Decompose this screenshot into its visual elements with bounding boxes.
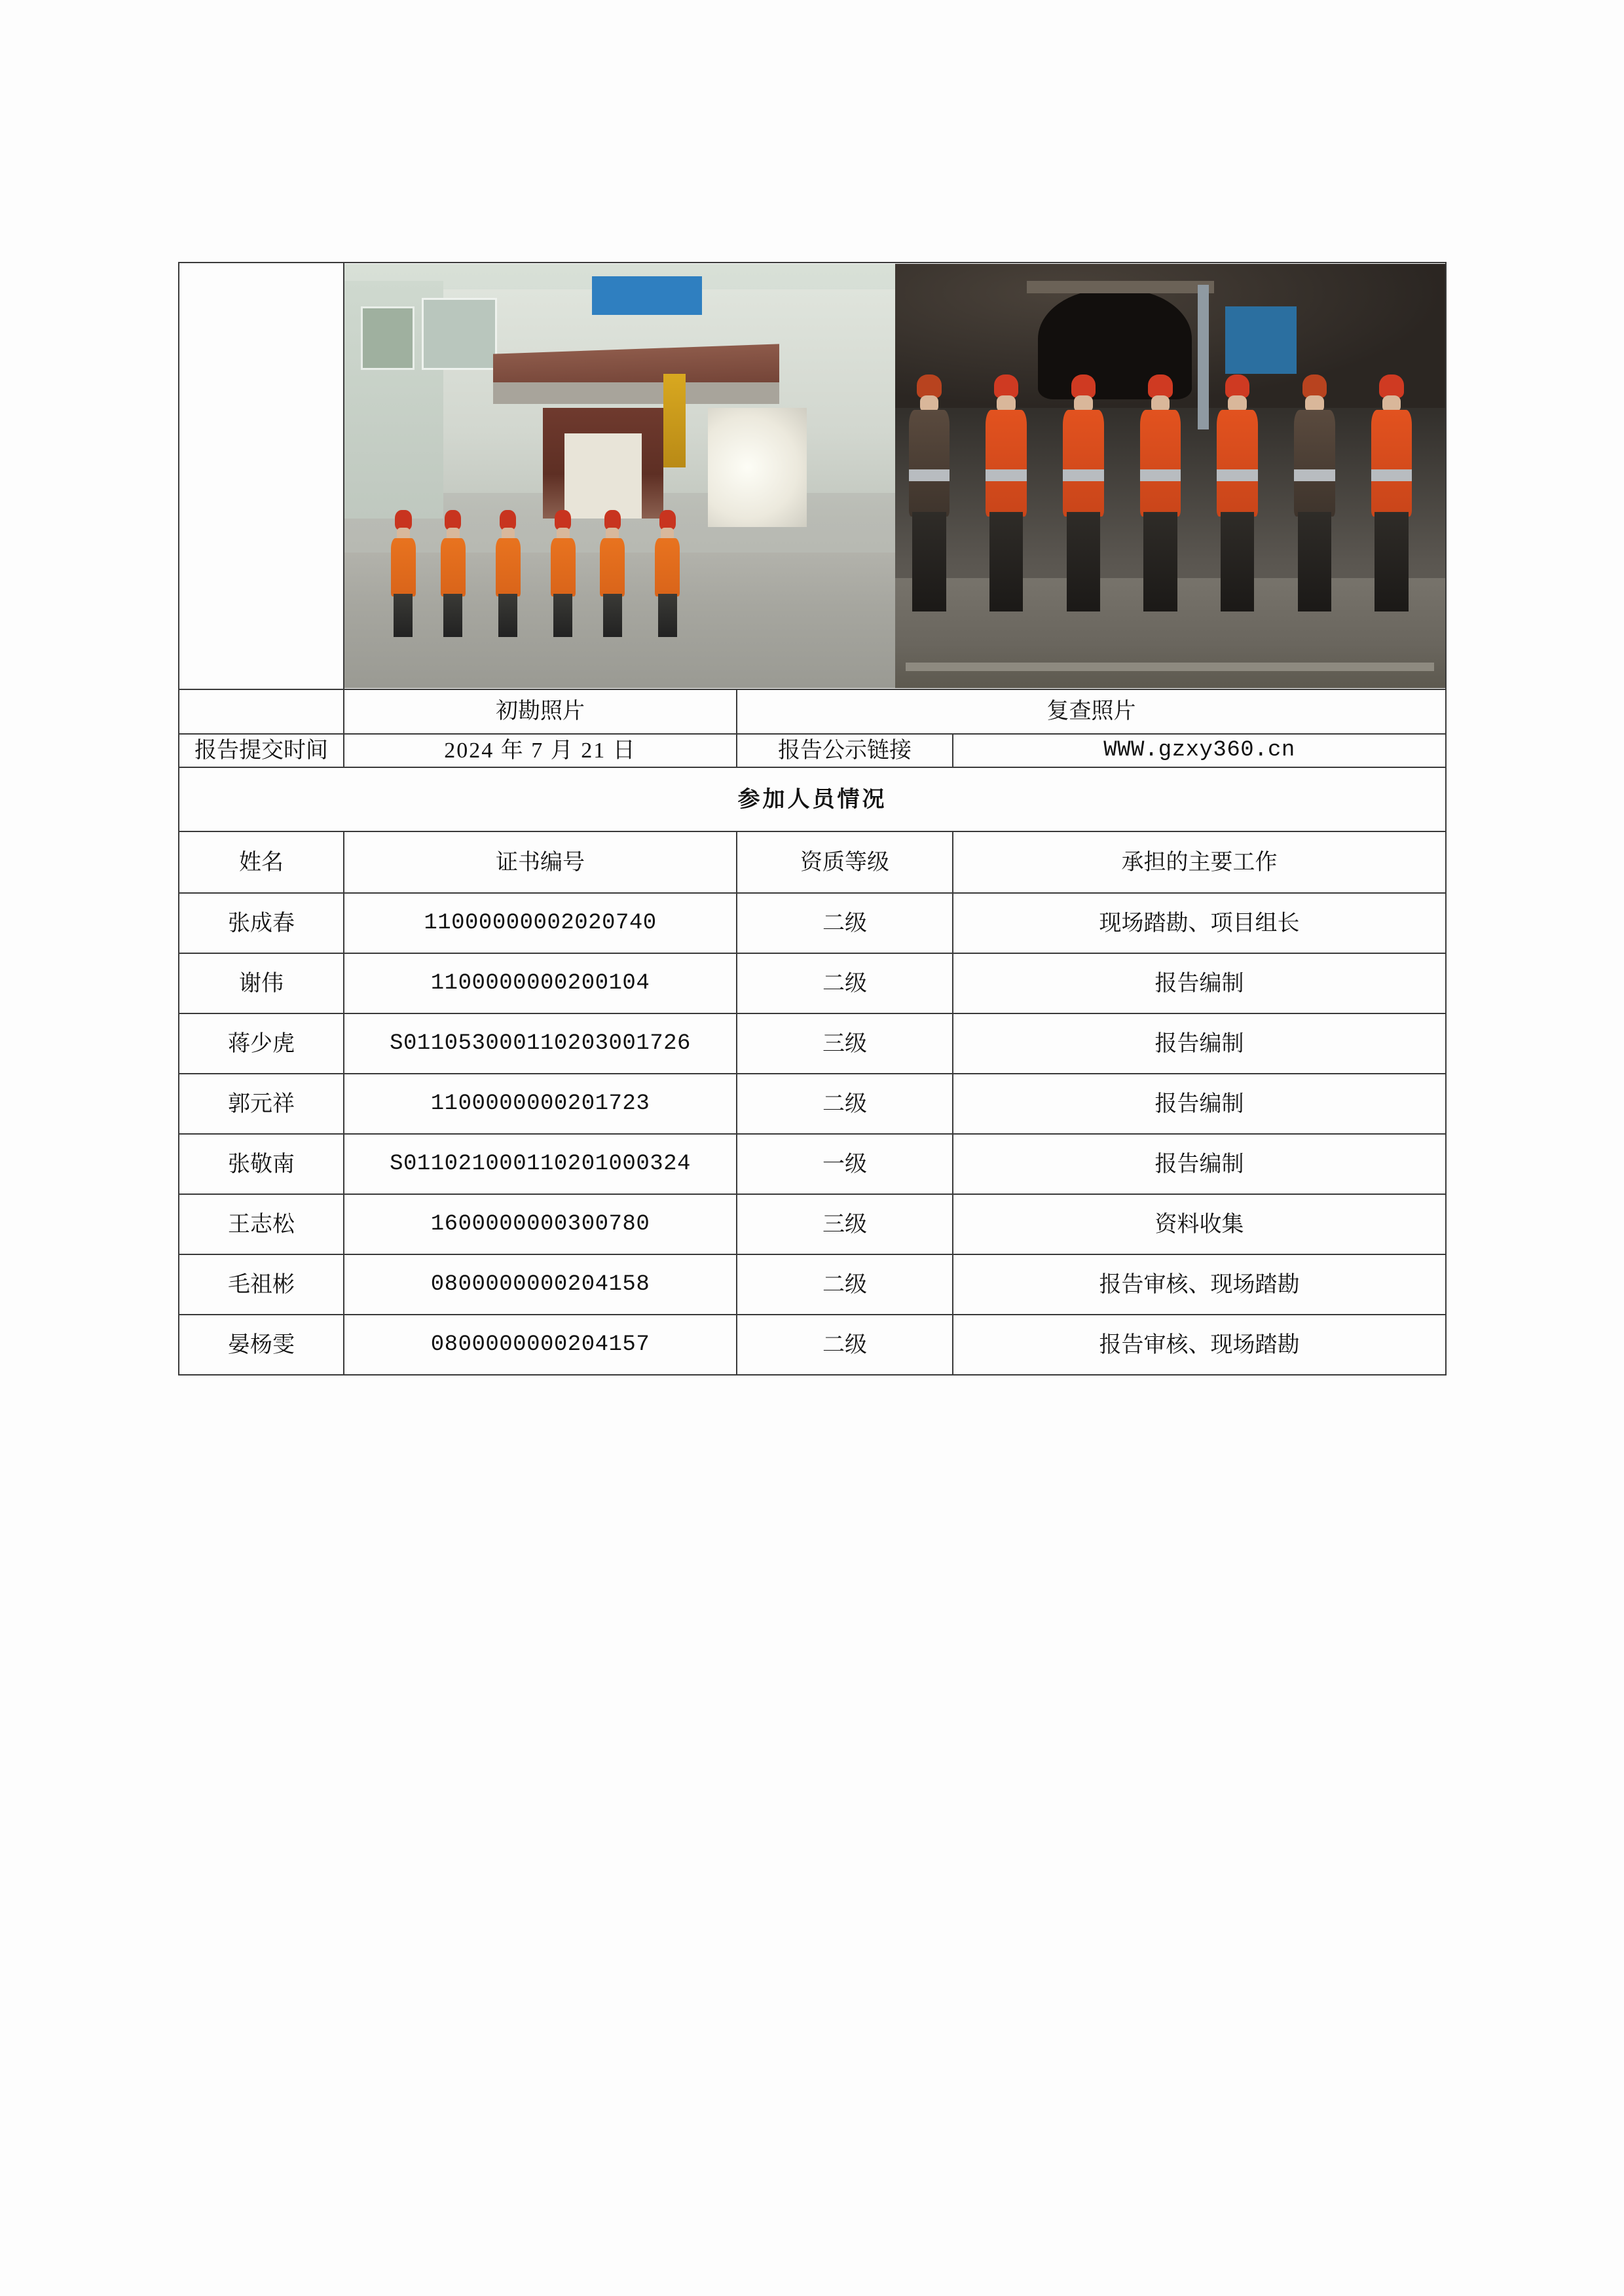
cell-level: 三级 bbox=[737, 1194, 953, 1254]
cell-cert: 11000000002020740 bbox=[344, 893, 737, 953]
table-row bbox=[179, 1315, 1446, 1375]
table-header-row bbox=[179, 831, 1446, 893]
caption-row-label-cell bbox=[179, 689, 344, 734]
caption-initial-survey: 初勘照片 bbox=[344, 689, 737, 734]
table-row bbox=[179, 953, 1446, 1013]
section-title-row bbox=[179, 767, 1446, 831]
cell-name: 蒋少虎 bbox=[179, 1013, 344, 1074]
header-level: 资质等级 bbox=[737, 831, 953, 893]
cell-work: 报告编制 bbox=[953, 1134, 1446, 1194]
cell-name: 晏杨雯 bbox=[179, 1315, 344, 1375]
cell-work: 报告审核、现场踏勘 bbox=[953, 1254, 1446, 1315]
table-row bbox=[179, 1134, 1446, 1194]
cell-name: 张成春 bbox=[179, 893, 344, 953]
photo-row bbox=[179, 263, 1446, 689]
cell-level: 一级 bbox=[737, 1134, 953, 1194]
report-table bbox=[178, 262, 1447, 1376]
cell-cert: 1100000000201723 bbox=[344, 1074, 737, 1134]
photo-row-label-cell bbox=[179, 263, 344, 689]
submit-time-value: 2024 年 7 月 21 日 bbox=[344, 734, 737, 767]
cell-work: 报告审核、现场踏勘 bbox=[953, 1315, 1446, 1375]
table-row bbox=[179, 1013, 1446, 1074]
cell-cert: 1100000000200104 bbox=[344, 953, 737, 1013]
cell-name: 毛祖彬 bbox=[179, 1254, 344, 1315]
submit-time-label: 报告提交时间 bbox=[179, 734, 344, 767]
cell-work: 报告编制 bbox=[953, 1074, 1446, 1134]
cell-name: 郭元祥 bbox=[179, 1074, 344, 1134]
caption-review-survey: 复查照片 bbox=[737, 689, 1446, 734]
cell-name: 谢伟 bbox=[179, 953, 344, 1013]
submit-row bbox=[179, 734, 1446, 767]
publish-link-value[interactable]: WWW.gzxy360.cn bbox=[953, 734, 1446, 767]
table-row bbox=[179, 1194, 1446, 1254]
table-row bbox=[179, 893, 1446, 953]
cell-level: 二级 bbox=[737, 1315, 953, 1375]
cell-cert: S011021000110201000324 bbox=[344, 1134, 737, 1194]
cell-cert: 0800000000204158 bbox=[344, 1254, 737, 1315]
cell-cert: 1600000000300780 bbox=[344, 1194, 737, 1254]
photo-initial-survey bbox=[344, 264, 895, 688]
cell-level: 三级 bbox=[737, 1013, 953, 1074]
cell-work: 报告编制 bbox=[953, 953, 1446, 1013]
publish-link-label: 报告公示链接 bbox=[737, 734, 953, 767]
table-row bbox=[179, 1254, 1446, 1315]
cell-work: 现场踏勘、项目组长 bbox=[953, 893, 1446, 953]
header-name: 姓名 bbox=[179, 831, 344, 893]
cell-cert: S011053000110203001726 bbox=[344, 1013, 737, 1074]
cell-level: 二级 bbox=[737, 1074, 953, 1134]
cell-name: 王志松 bbox=[179, 1194, 344, 1254]
section-title: 参加人员情况 bbox=[179, 767, 1446, 831]
header-cert: 证书编号 bbox=[344, 831, 737, 893]
header-work: 承担的主要工作 bbox=[953, 831, 1446, 893]
photo-review-survey bbox=[895, 264, 1446, 688]
cell-name: 张敬南 bbox=[179, 1134, 344, 1194]
cell-cert: 0800000000204157 bbox=[344, 1315, 737, 1375]
cell-level: 二级 bbox=[737, 953, 953, 1013]
cell-level: 二级 bbox=[737, 893, 953, 953]
table-row bbox=[179, 1074, 1446, 1134]
cell-work: 报告编制 bbox=[953, 1013, 1446, 1074]
photo-cell bbox=[344, 263, 1446, 689]
cell-work: 资料收集 bbox=[953, 1194, 1446, 1254]
photo-caption-row bbox=[179, 689, 1446, 734]
cell-level: 二级 bbox=[737, 1254, 953, 1315]
